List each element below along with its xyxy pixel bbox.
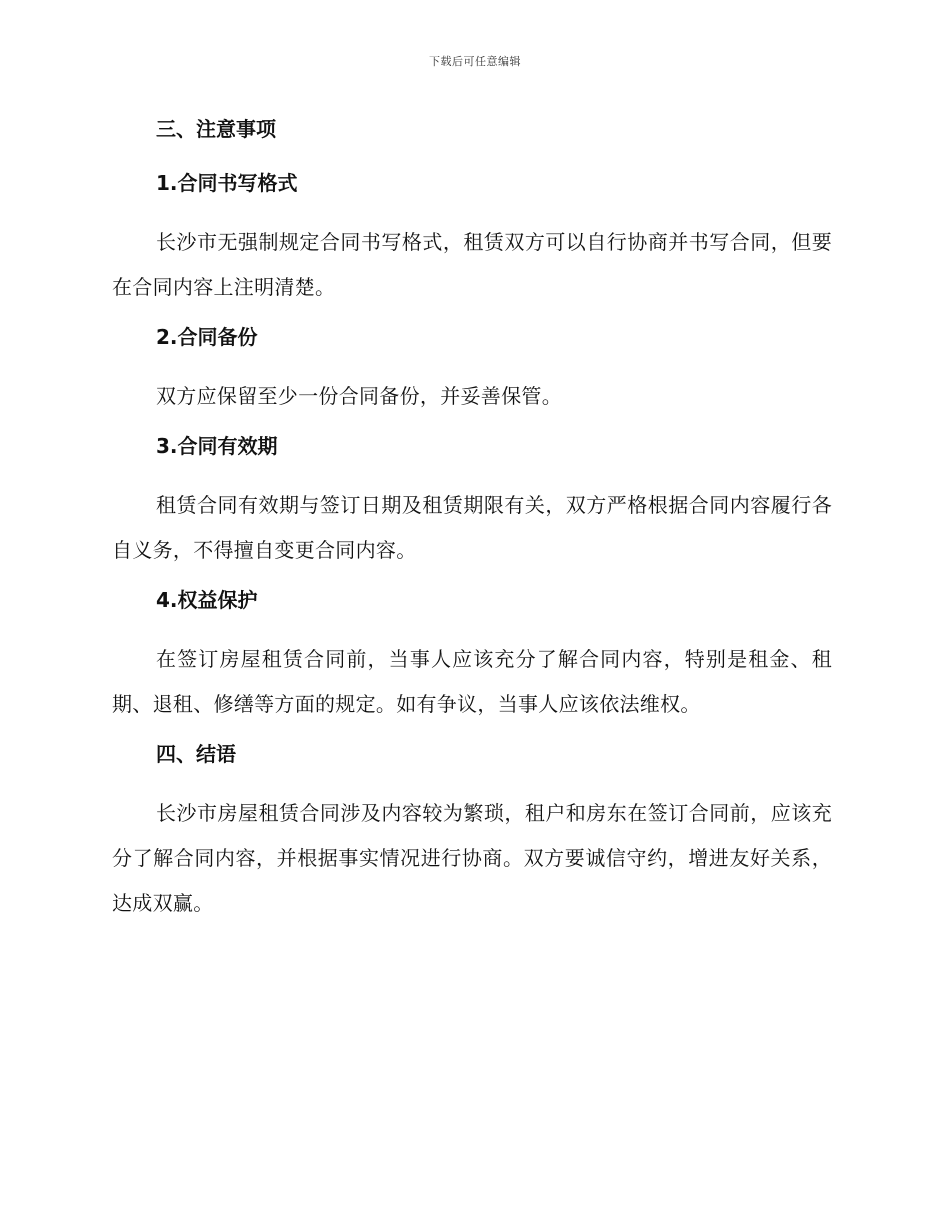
section-heading-notes: 三、注意事项 xyxy=(156,117,276,141)
paragraph-backup: 双方应保留至少一份合同备份，并妥善保管。 xyxy=(156,384,562,408)
subheading-backup: 2.合同备份 xyxy=(156,325,258,349)
subheading-rights: 4.权益保护 xyxy=(156,588,258,612)
paragraph-validity: 租赁合同有效期与签订日期及租赁期限有关，双方严格根据合同内容履行各自义务，不得擅自变更合同内容。 xyxy=(112,493,832,562)
paragraph-rights: 在签订房屋租赁合同前，当事人应该充分了解合同内容，特别是租金、租期、退租、修缮等方面的规定。如有争议，当事人应该依法维权。 xyxy=(112,647,832,716)
paragraph-format: 长沙市无强制规定合同书写格式，租赁双方可以自行协商并书写合同，但要在合同内容上注明清楚。 xyxy=(112,230,832,299)
section-heading-conclusion: 四、结语 xyxy=(156,742,236,766)
subheading-validity: 3.合同有效期 xyxy=(156,434,278,458)
page-header: 下载后可任意编辑 xyxy=(429,55,521,68)
subheading-format: 1.合同书写格式 xyxy=(156,171,298,195)
paragraph-conclusion: 长沙市房屋租赁合同涉及内容较为繁琐，租户和房东在签订合同前，应该充分了解合同内容，并根据事实情况进行协商。双方要诚信守约，增进友好关系，达成双赢。 xyxy=(112,801,832,915)
document-body xyxy=(112,112,832,926)
